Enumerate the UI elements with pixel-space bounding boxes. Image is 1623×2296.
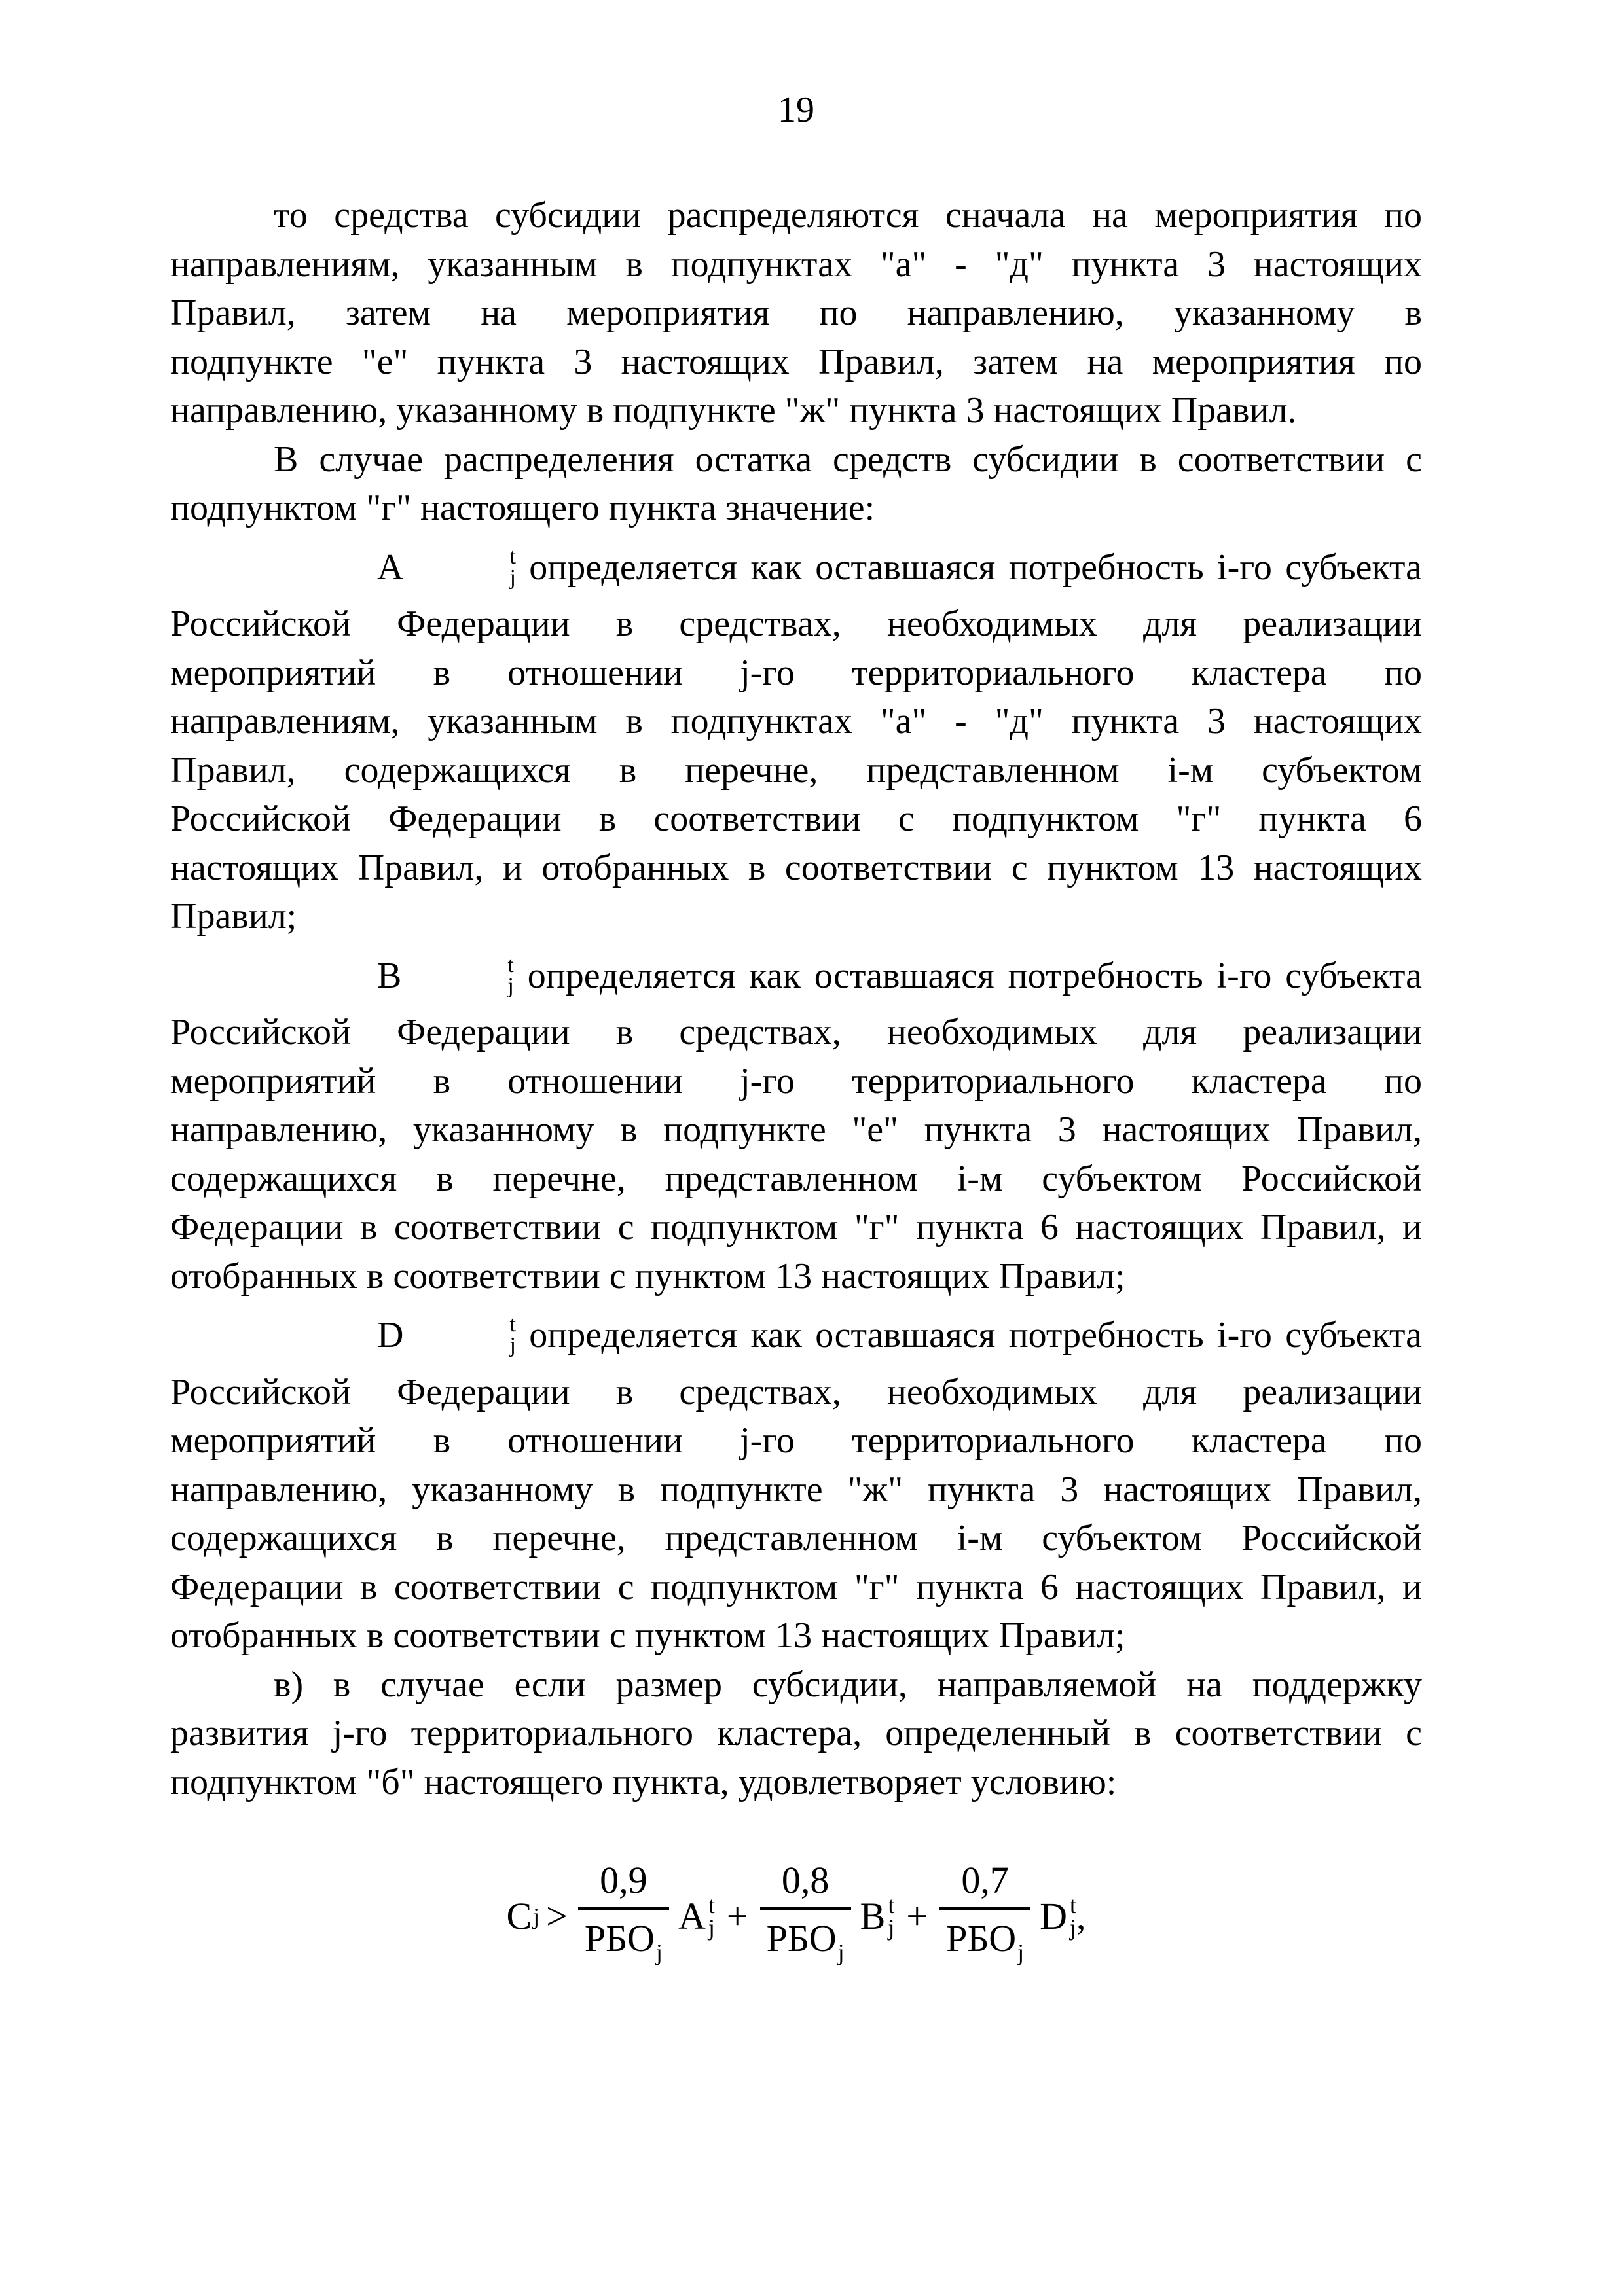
math-variable xyxy=(1040,1894,1076,1939)
superscript-subscript-stack xyxy=(404,952,514,998)
page-number: 19 xyxy=(778,90,814,130)
superscript: t xyxy=(1070,1892,1077,1918)
superscript: t xyxy=(507,952,514,977)
text-line: Федерации в соответствии с подпунктом "г" пункта 6 настоящих Правил, и xyxy=(170,1566,1422,1607)
superscript: t xyxy=(888,1892,895,1918)
paragraph xyxy=(170,533,1422,941)
greater-than-sign: > xyxy=(546,1895,568,1937)
paragraph xyxy=(170,435,1422,533)
trailing-comma: , xyxy=(1076,1895,1086,1937)
text-line: мероприятий в отношении j-го территориального кластера по xyxy=(170,1420,1422,1461)
subscript: j xyxy=(837,1939,845,1965)
fraction xyxy=(760,1859,851,1974)
subscript: j xyxy=(509,1333,516,1358)
superscript-subscript-stack xyxy=(888,1894,894,1939)
subscript: j xyxy=(509,565,516,590)
text-line: развития j-го территориального кластера, определенный в соответствии с xyxy=(170,1713,1422,1753)
text-line: в) в случае если размер субсидии, направляемой на поддержку xyxy=(274,1664,1422,1705)
document-body xyxy=(170,191,1422,1974)
text-line: отобранных в соответствии с пунктом 13 настоящих Правил; xyxy=(170,1255,1125,1297)
math-variable xyxy=(274,543,516,592)
paragraph xyxy=(170,941,1422,1301)
text-line: направлению, указанному в подпункте "ж" пункта 3 настоящих Правил, xyxy=(170,1469,1422,1510)
text-line xyxy=(170,941,1422,1009)
text-line: В случае распределения остатка средств субсидии в соответствии с xyxy=(274,439,1422,480)
denominator-base: РБО xyxy=(584,1917,655,1960)
fraction-denominator xyxy=(578,1907,669,1974)
text-line: мероприятий в отношении j-го территориального кластера по xyxy=(170,652,1422,693)
line-text: определяется как оставшаяся потребность i-го субъекта xyxy=(529,1315,1422,1355)
subscript: j xyxy=(708,1914,715,1941)
text-line: Правил, затем на мероприятия по направлению, указанному в xyxy=(170,293,1422,333)
plus-sign: + xyxy=(726,1895,748,1937)
text-line: Федерации в соответствии с подпунктом "г" пункта 6 настоящих Правил, и xyxy=(170,1207,1422,1247)
fraction xyxy=(939,1859,1030,1974)
paragraph xyxy=(170,1660,1422,1807)
denominator-base: РБО xyxy=(766,1917,837,1960)
math-variable-letter: C xyxy=(506,1895,532,1937)
text-line: отобранных в соответствии с пунктом 13 настоящих Правил; xyxy=(170,1615,1125,1656)
subscript: j xyxy=(1017,1939,1025,1965)
superscript: t xyxy=(708,1892,715,1918)
math-variable-letter: D xyxy=(377,1315,404,1355)
paragraph xyxy=(170,191,1422,435)
fraction xyxy=(578,1859,669,1974)
text-line: направлению, указанному в подпункте "ж" пункта 3 настоящих Правил. xyxy=(170,390,1297,431)
formula-row xyxy=(170,1859,1422,1974)
plus-sign: + xyxy=(906,1895,928,1937)
math-variable-letter: A xyxy=(678,1895,706,1937)
math-variable xyxy=(274,1311,516,1360)
math-variable xyxy=(860,1894,895,1939)
superscript-subscript-stack xyxy=(708,1894,715,1939)
math-variable-letter: D xyxy=(1040,1895,1068,1937)
superscript-subscript-stack xyxy=(1070,1894,1076,1939)
math-variable-letter: A xyxy=(377,547,404,588)
subscript: j xyxy=(655,1939,663,1965)
text-line: Российской Федерации в средствах, необходимых для реализации xyxy=(170,603,1422,644)
line-text: определяется как оставшаяся потребность i-го субъекта xyxy=(527,955,1422,996)
text-line: то средства субсидии распределяются сначала на мероприятия по xyxy=(274,195,1422,236)
text-line: подпунктом "б" настоящего пункта, удовлетворяет условию: xyxy=(170,1761,1117,1803)
text-line: Правил, содержащихся в перечне, представленном i-м субъектом xyxy=(170,749,1422,791)
math-variable-letter: B xyxy=(377,955,402,996)
text-line: подпунктом "г" настоящего пункта значение: xyxy=(170,488,875,528)
paragraph xyxy=(170,1300,1422,1660)
line-text: определяется как оставшаяся потребность i-го субъекта xyxy=(529,547,1422,588)
text-line: Российской Федерации в соответствии с подпунктом "г" пункта 6 xyxy=(170,798,1422,839)
fraction-denominator xyxy=(760,1907,851,1974)
text-line: направлениям, указанным в подпунктах "а" - "д" пункта 3 настоящих xyxy=(170,701,1422,742)
fraction-numerator: 0,9 xyxy=(600,1859,647,1901)
text-line: Российской Федерации в средствах, необходимых для реализации xyxy=(170,1371,1422,1412)
text-line: настоящих Правил, и отобранных в соответствии с пунктом 13 настоящих xyxy=(170,847,1422,888)
text-line xyxy=(170,533,1422,600)
fraction-numerator: 0,7 xyxy=(961,1859,1009,1901)
text-line: мероприятий в отношении j-го территориального кластера по xyxy=(170,1060,1422,1102)
superscript-subscript-stack xyxy=(406,544,516,590)
superscript-subscript-stack xyxy=(406,1314,515,1356)
fraction-denominator xyxy=(939,1907,1030,1974)
superscript: t xyxy=(509,544,516,569)
text-line: направлениям, указанным в подпунктах "а" - "д" пункта 3 настоящих xyxy=(170,243,1422,285)
fraction-numerator: 0,8 xyxy=(781,1859,830,1901)
subscript: j xyxy=(1070,1914,1077,1941)
math-variable-letter: B xyxy=(860,1895,886,1937)
text-line xyxy=(170,1300,1422,1368)
formula-lhs xyxy=(506,1895,539,1938)
text-line: содержащихся в перечне, представленном i-м субъектом Российской xyxy=(170,1158,1422,1199)
text-line: направлению, указанному в подпункте "е" пункта 3 настоящих Правил, xyxy=(170,1109,1422,1150)
denominator-base: РБО xyxy=(946,1917,1017,1960)
subscript: j xyxy=(888,1914,895,1941)
math-variable xyxy=(274,952,514,1001)
text-line: Правил; xyxy=(170,896,297,937)
subscript: j xyxy=(507,973,514,998)
math-variable xyxy=(678,1894,715,1939)
superscript: t xyxy=(509,1312,516,1337)
subscript: j xyxy=(533,1903,540,1929)
text-line: подпункте "е" пункта 3 настоящих Правил, затем на мероприятия по xyxy=(170,341,1422,382)
text-line: Российской Федерации в средствах, необходимых для реализации xyxy=(170,1012,1422,1052)
formula xyxy=(506,1859,1085,1974)
text-line: содержащихся в перечне, представленном i-м субъектом Российской xyxy=(170,1518,1422,1558)
